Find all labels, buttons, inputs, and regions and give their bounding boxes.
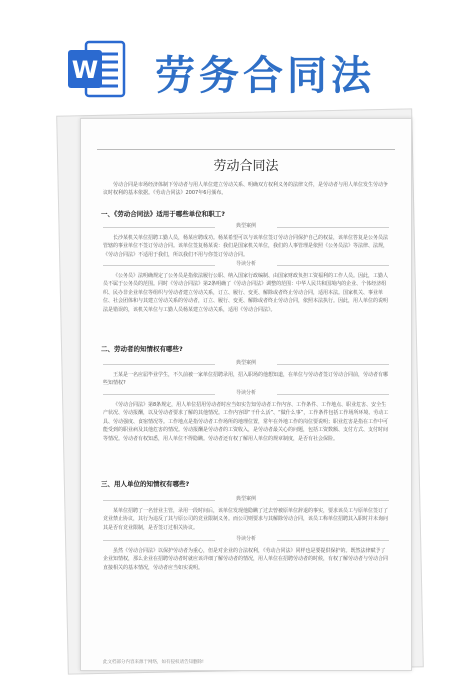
section-2-heading: 二、劳动者的知情权有哪些? [101,345,183,353]
svg-text:W: W [71,56,99,84]
section-2-case-text: 王某是一名应届毕业学生，不久前被一家单位招聘录用，招入职场的他想知道，在单位与劳动者签订劳动合同前，劳动者有哪些知情权? [103,372,389,387]
section-3-heading: 三、用人单位的知情权有哪些? [101,480,190,488]
banner-title: 劳务合同法 [155,53,375,99]
copyright-note: 此文档部分内容来源于网络，如有侵权请告知删除! [103,660,204,665]
section-1-heading: 一、《劳动合同法》适用于哪些单位和职工? [101,210,226,218]
section-1-case-divider: 典型案例 [103,222,389,232]
document-title: 劳动合同法 [213,159,279,174]
section-2-analysis-text: 《劳动合同法》第8条规定，用人单位招用劳动者时应当如实告知劳动者工作内容、工作条件、工作地点、职业危害、安全生产状况、劳动报酬，以及劳动者要求了解的其他情况。工作内容即“干什么活”、“做什么事”，工作条件包括工作场所环境、劳动工具、劳动强度、食宿情况等。工作地点是指劳动者工作场所的地理位置，常年在外地工作的岗位要说明；职业危害是指在工作中可能受到的职业病及其他危害的情况。劳动报酬是劳动者的工资收入，是劳动者最关心的问题，包括工资数额、支付方式、支付时间等情况。劳动者有权知悉，用人单位不得隐瞒。劳动者还有权了解用人单位的规章制度，是否有社会保险。 [103,402,389,442]
header-rule [97,149,395,150]
section-3-analysis-text: 虽然《劳动合同法》以保护劳动者为重心，但是对企业的合法权利，《劳动合同法》同样也是要提供保护的。既然法律赋予了企业知情权，那么企业在招聘劳动者时就应该详细了解劳动者的情况，用人单位在招聘劳动者的时候，有权了解劳动者与劳动合同直接相关的基本情况，劳动者应当如实说明。 [103,548,389,571]
intro-paragraph: 劳动合同是市场经济体制下劳动者与用人单位建立劳动关系、明确双方权利义务的法律文件，是劳动者与用人单位发生劳动争议时权利的基本依据。《劳动合同法》2007年6月颁布。 [103,182,389,197]
document-page [80,118,412,671]
section-1-analysis-text: 《公务员》法明确规定了公务员是指依法履行公职、纳入国家行政编制、由国家财政负担工资福利的工作人员。因此，工勤人员不属于公务员的范围。同时《劳动合同法》第2条明确了《劳动合同法》调整的范围：中华人民共和国境内的企业、个体经济组织、民办非企业单位等组织与劳动者建立劳动关系，订立、履行、变更、解除或者终止劳动合同，适用本法。国家机关、事业单位、社会团体和与其建立劳动关系的劳动者，订立、履行、变更、解除或者终止劳动合同，依照本法执行。因此，用人单位的说明法是错误的，该机关单位与工勤人员杨某建立劳动关系，适用《劳动合同法》。 [103,273,389,313]
section-1-case-text: 长沙某机关单位招聘工勤人员，杨某应聘成功。杨某希望可以与该单位签订劳动合同保护自己的权益，该单位答复是公务员法管辖的事业单位不签订劳动合同。该单位签复杨某说：我们是国家机关单位，我们的人事管理是依照《公务员法》等法律、法规，《劳动合同法》不适用于我们，所以我们不用与你签订劳动合同。 [103,235,389,258]
section-1-analysis-divider: 导读分析 [103,260,389,270]
section-3-case-divider: 典型案例 [103,495,389,505]
section-3-analysis-divider: 导读分析 [103,535,389,545]
word-document-icon [66,38,128,100]
section-2-case-divider: 典型案例 [103,359,389,369]
section-2-analysis-divider: 导读分析 [103,389,389,399]
section-3-case-text: 某单位招聘了一名营业主管，录用一段时间后，该单位发现他隐瞒了过去曾被原单位辞退的事实，要求该员工与原单位签订了竞业禁止协议，其行为违反了其与原公司的竞业限制义务。而公司则要求与其解除劳动合同，该员工称单位招聘其入职时并未询问其是否有竞业限制，是否签订过相关协议。 [103,508,389,531]
